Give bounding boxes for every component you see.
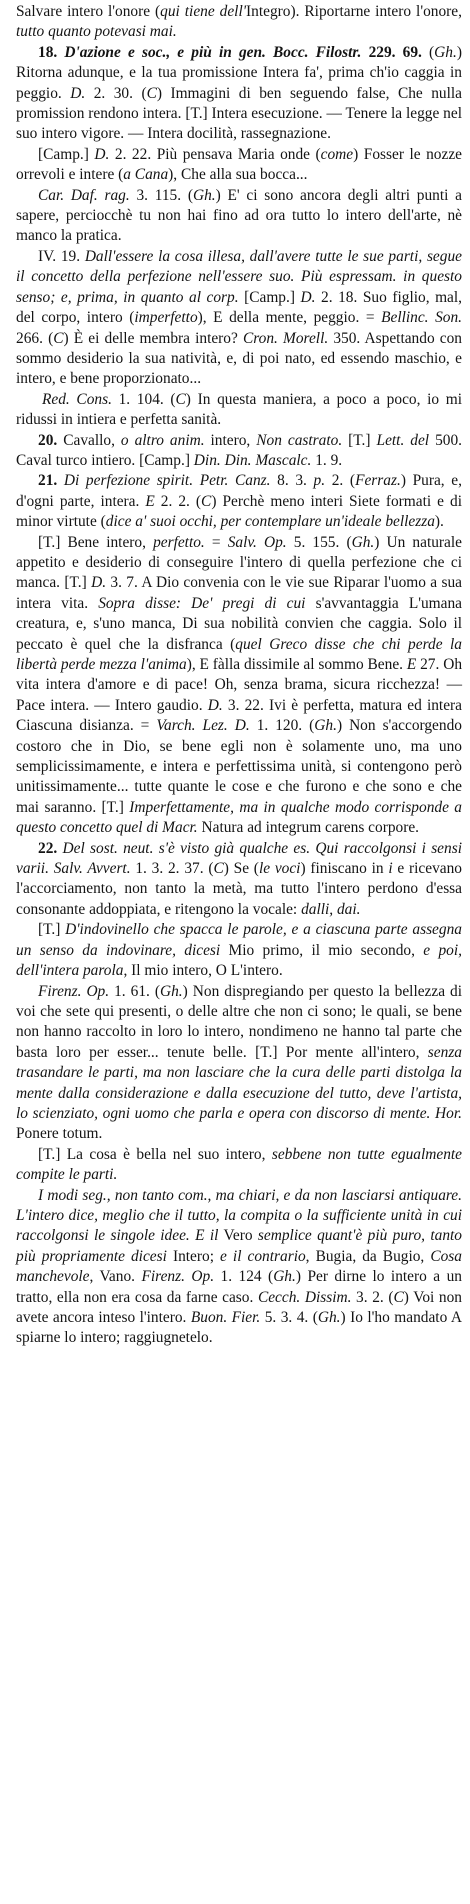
text-run: 1. 9. — [311, 451, 343, 469]
text-run: ) Immagini di ben seguendo false, Che nulla promission rendono intera. [T.] Intera esecuzione. — Tenere la legge nel suo intero vigore. — Intera docilità, rassegnazione. — [16, 84, 462, 143]
text-run: [Camp.] — [238, 288, 301, 306]
italic-run: Cosa manchevole — [16, 1247, 462, 1286]
italic-run: Cron. Morell. — [242, 329, 329, 347]
italic-run: Ferraz. — [355, 472, 401, 490]
text-run: 3. 22. Ivi è perfetta, matura ed intera Ciascuna disianza. = — [16, 696, 462, 735]
italic-run: Varch. Lez. D. — [156, 717, 250, 735]
section-number: 20. — [38, 431, 64, 449]
italic-run: D'indovinello che spacca le parole, e a ciascuna parte assegna un senso da indovinare, dicesi — [16, 921, 462, 959]
italic-run: E — [406, 656, 417, 673]
text-run: ) Pura, e, d'ogni parte, intera. — [16, 472, 462, 510]
text-run: ) Per dirne lo intero a un tratto, ella non era cosa da farne caso. — [16, 1268, 462, 1306]
text-run: 2. 30. ( — [85, 84, 147, 102]
italic-run: senza trasandare le parti, ma non lasciare che la cura delle parti distolga la mente dalla considerazione e dalla esecuzione del tutto, deve l'artista, lo scienziato, ogni uomo che parla e opera con discorso di mente. Hor. — [16, 1043, 462, 1122]
text-run: 5. 155. ( — [286, 533, 352, 551]
italic-run: Gh. — [317, 1309, 341, 1326]
text-run: 2. 22. Più pensava Maria onde ( — [109, 145, 321, 163]
italic-run: D. — [300, 288, 316, 306]
text-run: 1. 120. ( — [249, 717, 315, 735]
italic-run: Red. Cons. — [42, 390, 112, 408]
italic-run: Cecch. Dissim. — [257, 1288, 352, 1306]
italic-run: perfetto. — [153, 533, 205, 551]
italic-run: C — [213, 860, 224, 878]
text-run: 2. ( — [325, 472, 356, 490]
text-run: s'avvantaggia L'umana creatura, e, s'uno manca, Di sua nobilità convien che caggia. Solo il peccato è quel che la disfranca ( — [16, 594, 463, 653]
italic-run: Gh. — [273, 1268, 296, 1286]
text-run: [T.] Bene intero, — [38, 533, 154, 551]
italic-run: i — [388, 860, 393, 878]
italic-run: dice a' suoi occhi, per contemplare un'ideale bellezza — [105, 513, 435, 531]
entry-paragraph — [16, 43, 462, 145]
italic-run: Bellinc. Son. — [381, 309, 463, 327]
italic-run: Gh. — [159, 982, 183, 1000]
text-run: = — [204, 533, 228, 551]
text-run: ) Voi non avete ancora inteso l'intero. — [16, 1288, 462, 1326]
text-run: 3. 2. ( — [351, 1288, 394, 1306]
text-run: Integro). Riportarne intero l'onore, — [246, 3, 462, 20]
text-run: IV. 19. — [38, 247, 85, 265]
italic-run: Din. Din. Mascalc. — [193, 451, 312, 469]
italic-run: D. — [70, 84, 86, 102]
italic-run: Gh. — [192, 186, 216, 204]
text-run: ). — [434, 513, 444, 531]
text-run: 3. 115. ( — [129, 186, 193, 204]
text-run: Ponere totum. — [16, 1125, 103, 1143]
text-run: [Camp.] — [38, 145, 95, 163]
text-run: Vero — [218, 1227, 258, 1245]
italic-run: I modi seg., non tanto com., ma chiari, e da non lasciarsi antiquare. L'intero dice, meglio che il tutto, la compita o la sufficiente unità in cui raccolgonsi le singole idee. E il — [16, 1186, 462, 1245]
text-run: 2. 2. ( — [154, 492, 202, 510]
entry-paragraph — [16, 2, 462, 43]
text-run: 3. 7. A Dio convenia con le vie sue Riparar l'uomo a sua intera vita. — [16, 574, 462, 612]
text-run: ) È ei delle membra intero? — [63, 329, 243, 347]
italic-run: come — [320, 145, 354, 163]
italic-run: Non castrato. — [256, 431, 343, 449]
text-run: ( — [421, 43, 435, 61]
text-run: [T.] La cosa è bella nel suo intero, — [38, 1145, 272, 1163]
text-run: e ricevano l'accorciamento, non tanto la metà, ma tutto l'intero perdono d'essa consonante addoppiata, e ritengono la vocale: — [16, 860, 462, 918]
text-run: ) Non dispregiando per questo la bellezza di voi che sete qui presenti, o delle altre che non ci sono; le quali, se bene non hanno raccolto in loro lo intero, nondimeno ne hanno tal parte che basta loro per esser... tenute belle. [T.] Por mente all'intero, — [16, 982, 463, 1061]
entry-paragraph — [16, 1145, 462, 1186]
italic-run: sebbene non tutte egualmente compite le parti. — [16, 1145, 463, 1184]
entry-paragraph — [16, 533, 462, 839]
text-run: ) Se ( — [223, 860, 259, 878]
text-run: ), Che alla sua bocca... — [168, 166, 308, 184]
italic-run: D. — [91, 574, 107, 592]
text-run: ) finiscano in — [300, 860, 389, 878]
italic-run: D. — [94, 145, 110, 163]
entry-paragraph — [16, 186, 462, 247]
italic-run: Gh. — [351, 533, 375, 551]
italic-run: tutto quanto potevasi mai. — [16, 23, 177, 41]
italic-run: Sopra disse: De' pregi di cui — [98, 594, 306, 612]
text-run: 2. 18. Suo figlio, mal, del corpo, intero ( — [16, 288, 462, 327]
italic-run: C — [146, 84, 157, 102]
entry-paragraph — [16, 471, 462, 532]
italic-run: Di perfezione spirit. Petr. Canz. — [63, 472, 271, 490]
section-number: 22. — [38, 839, 63, 857]
text-run: 1. 104. ( — [111, 390, 176, 408]
text-run: 5. 3. 4. ( — [260, 1309, 318, 1326]
entry-paragraph — [16, 1186, 462, 1349]
text-run: 500. Caval turco intiero. [Camp.] — [16, 431, 462, 469]
text-run: , Bugia, da Bugio, — [305, 1247, 431, 1265]
text-run: ) Io l'ho mandato A spiarne lo intero; raggiugnetelo. — [16, 1309, 462, 1347]
italic-run: Imperfettamente, ma in qualche modo corrisponde a questo concetto quel di Macr. — [16, 798, 462, 837]
text-run: [T.] — [38, 921, 66, 939]
italic-run: quel Greco disse che chi perde la libertà perde mezza l'anima — [16, 635, 462, 673]
text-run: 350. Aspettando con sommo desiderio la sua natività, e, di poi nato, ed essendo maschio, e intero, e bene proporzionato... — [16, 329, 462, 388]
text-run: Intero; — [166, 1247, 221, 1265]
italic-run: semplice quant'è più puro, tanto più propriamente dicesi — [16, 1227, 462, 1265]
text-run: Salvare intero l'onore ( — [16, 3, 161, 20]
italic-run: qui tiene dell' — [160, 3, 247, 20]
text-run: [T.] — [342, 431, 377, 449]
entry-paragraph — [16, 431, 462, 472]
italic-run: Firenz. Op. — [141, 1268, 215, 1286]
text-run: 1. 61. ( — [109, 982, 160, 1000]
section-number: 21. — [38, 472, 64, 490]
text-run: 27. Oh vita intera d'amore e di pace! Oh, senza brama, sicura ricchezza! — Pace intera. — Intero gaudio. — [16, 656, 463, 714]
italic-run: E — [145, 492, 155, 510]
italic-run: C — [53, 329, 64, 347]
italic-run: C — [175, 390, 186, 408]
section-number: 18. — [38, 43, 65, 61]
section-number: 229. 69. — [368, 43, 422, 61]
text-run: Natura ad integrum carens corpore. — [197, 819, 420, 837]
italic-run: C — [393, 1288, 404, 1306]
text-run: , Vano. — [89, 1268, 142, 1286]
italic-run: Gh. — [314, 717, 337, 735]
text-run: 266. ( — [16, 329, 54, 347]
italic-run: Salv. Op. — [227, 533, 287, 551]
text-run: ), E della mente, peggio. = — [197, 309, 382, 327]
italic-run: Gh. — [434, 43, 457, 61]
italic-run: dalli, dai. — [301, 900, 361, 918]
text-run: ) Fosser le nozze orrevoli e intere ( — [16, 145, 462, 184]
text-run: 1. 124 ( — [214, 1268, 274, 1286]
italic-run: a Cana — [123, 166, 169, 184]
italic-run: le voci — [258, 860, 301, 878]
text-run: Cavallo, — [63, 431, 121, 449]
text-run: ) Ritorna adunque, e la tua promissione Intera fa', prima ch'io caggia in peggio. — [16, 43, 462, 102]
entry-paragraph — [16, 390, 462, 431]
text-run: ) E' ci sono ancora degli altri punti a sapere, perciocchè tu non hai fino ad ora tutto lo intero dell'arte, nè manco la pratica. — [16, 186, 462, 245]
italic-run: D. — [207, 696, 223, 714]
entry-paragraph — [16, 982, 462, 1145]
text-run: intero, — [204, 431, 257, 449]
italic-run: e il contrario — [220, 1247, 306, 1265]
text-run: 1. 3. 2. 37. ( — [130, 860, 214, 878]
italic-run: o altro anim. — [120, 431, 205, 449]
entry-paragraph — [16, 920, 462, 981]
entry-paragraph — [16, 145, 462, 186]
text-run: ) Perchè meno interi Siete formati e di minor virtute ( — [16, 492, 462, 531]
italic-run: Lett. del — [376, 431, 430, 449]
italic-run: Del sost. neut. s'è visto già qualche es. Qui raccolgonsi i sensi varii. Salv. Avvert. — [16, 839, 462, 878]
entry-paragraph — [16, 839, 462, 921]
italic-run: imperfetto — [134, 309, 198, 327]
text-run: ) In questa maniera, a poco a poco, io mi ridussi in intiera e perfetta sanità. — [16, 390, 462, 429]
italic-run: Dall'essere la cosa illesa, dall'avere tutte le sue parti, segue il concetto della perfezione nell'essere suo. Più espressam. in questo senso; e, prima, in quanto al corp. — [16, 247, 462, 306]
text-run — [361, 44, 368, 61]
entry-paragraph — [16, 247, 462, 390]
text-run: ) Un naturale appetito e desiderio di conseguire l'intero di quella perfezione che ci manca. [T.] — [16, 533, 462, 592]
text-run: , Il mio intero, O L'intero. — [123, 962, 283, 980]
italic-run: Car. Daf. rag. — [38, 186, 130, 204]
bold-italic-run: D'azione e soc., e più in gen. Bocc. Filostr. — [64, 43, 362, 61]
italic-run: e poi, dell'intera parola — [16, 941, 462, 980]
text-run: ) Non s'accorgendo costoro che in Dio, se bene egli non è solamente uno, ma uno semplicissimamente, e intera e perfettissima unità, si contengono però unitissimamente... tutte quante le cose e che furono e che sono e che mai saranno. [T.] — [16, 717, 462, 816]
text-run: ), E fàlla dissimile al sommo Bene. — [186, 656, 407, 673]
text-run: 8. 3. — [270, 472, 314, 490]
italic-run: p. — [313, 472, 326, 490]
italic-run: Firenz. Op. — [38, 982, 110, 1000]
italic-run: Buon. Fier. — [190, 1309, 261, 1326]
text-run: Mio primo, il mio secondo, — [220, 941, 424, 959]
italic-run: C — [201, 492, 212, 510]
